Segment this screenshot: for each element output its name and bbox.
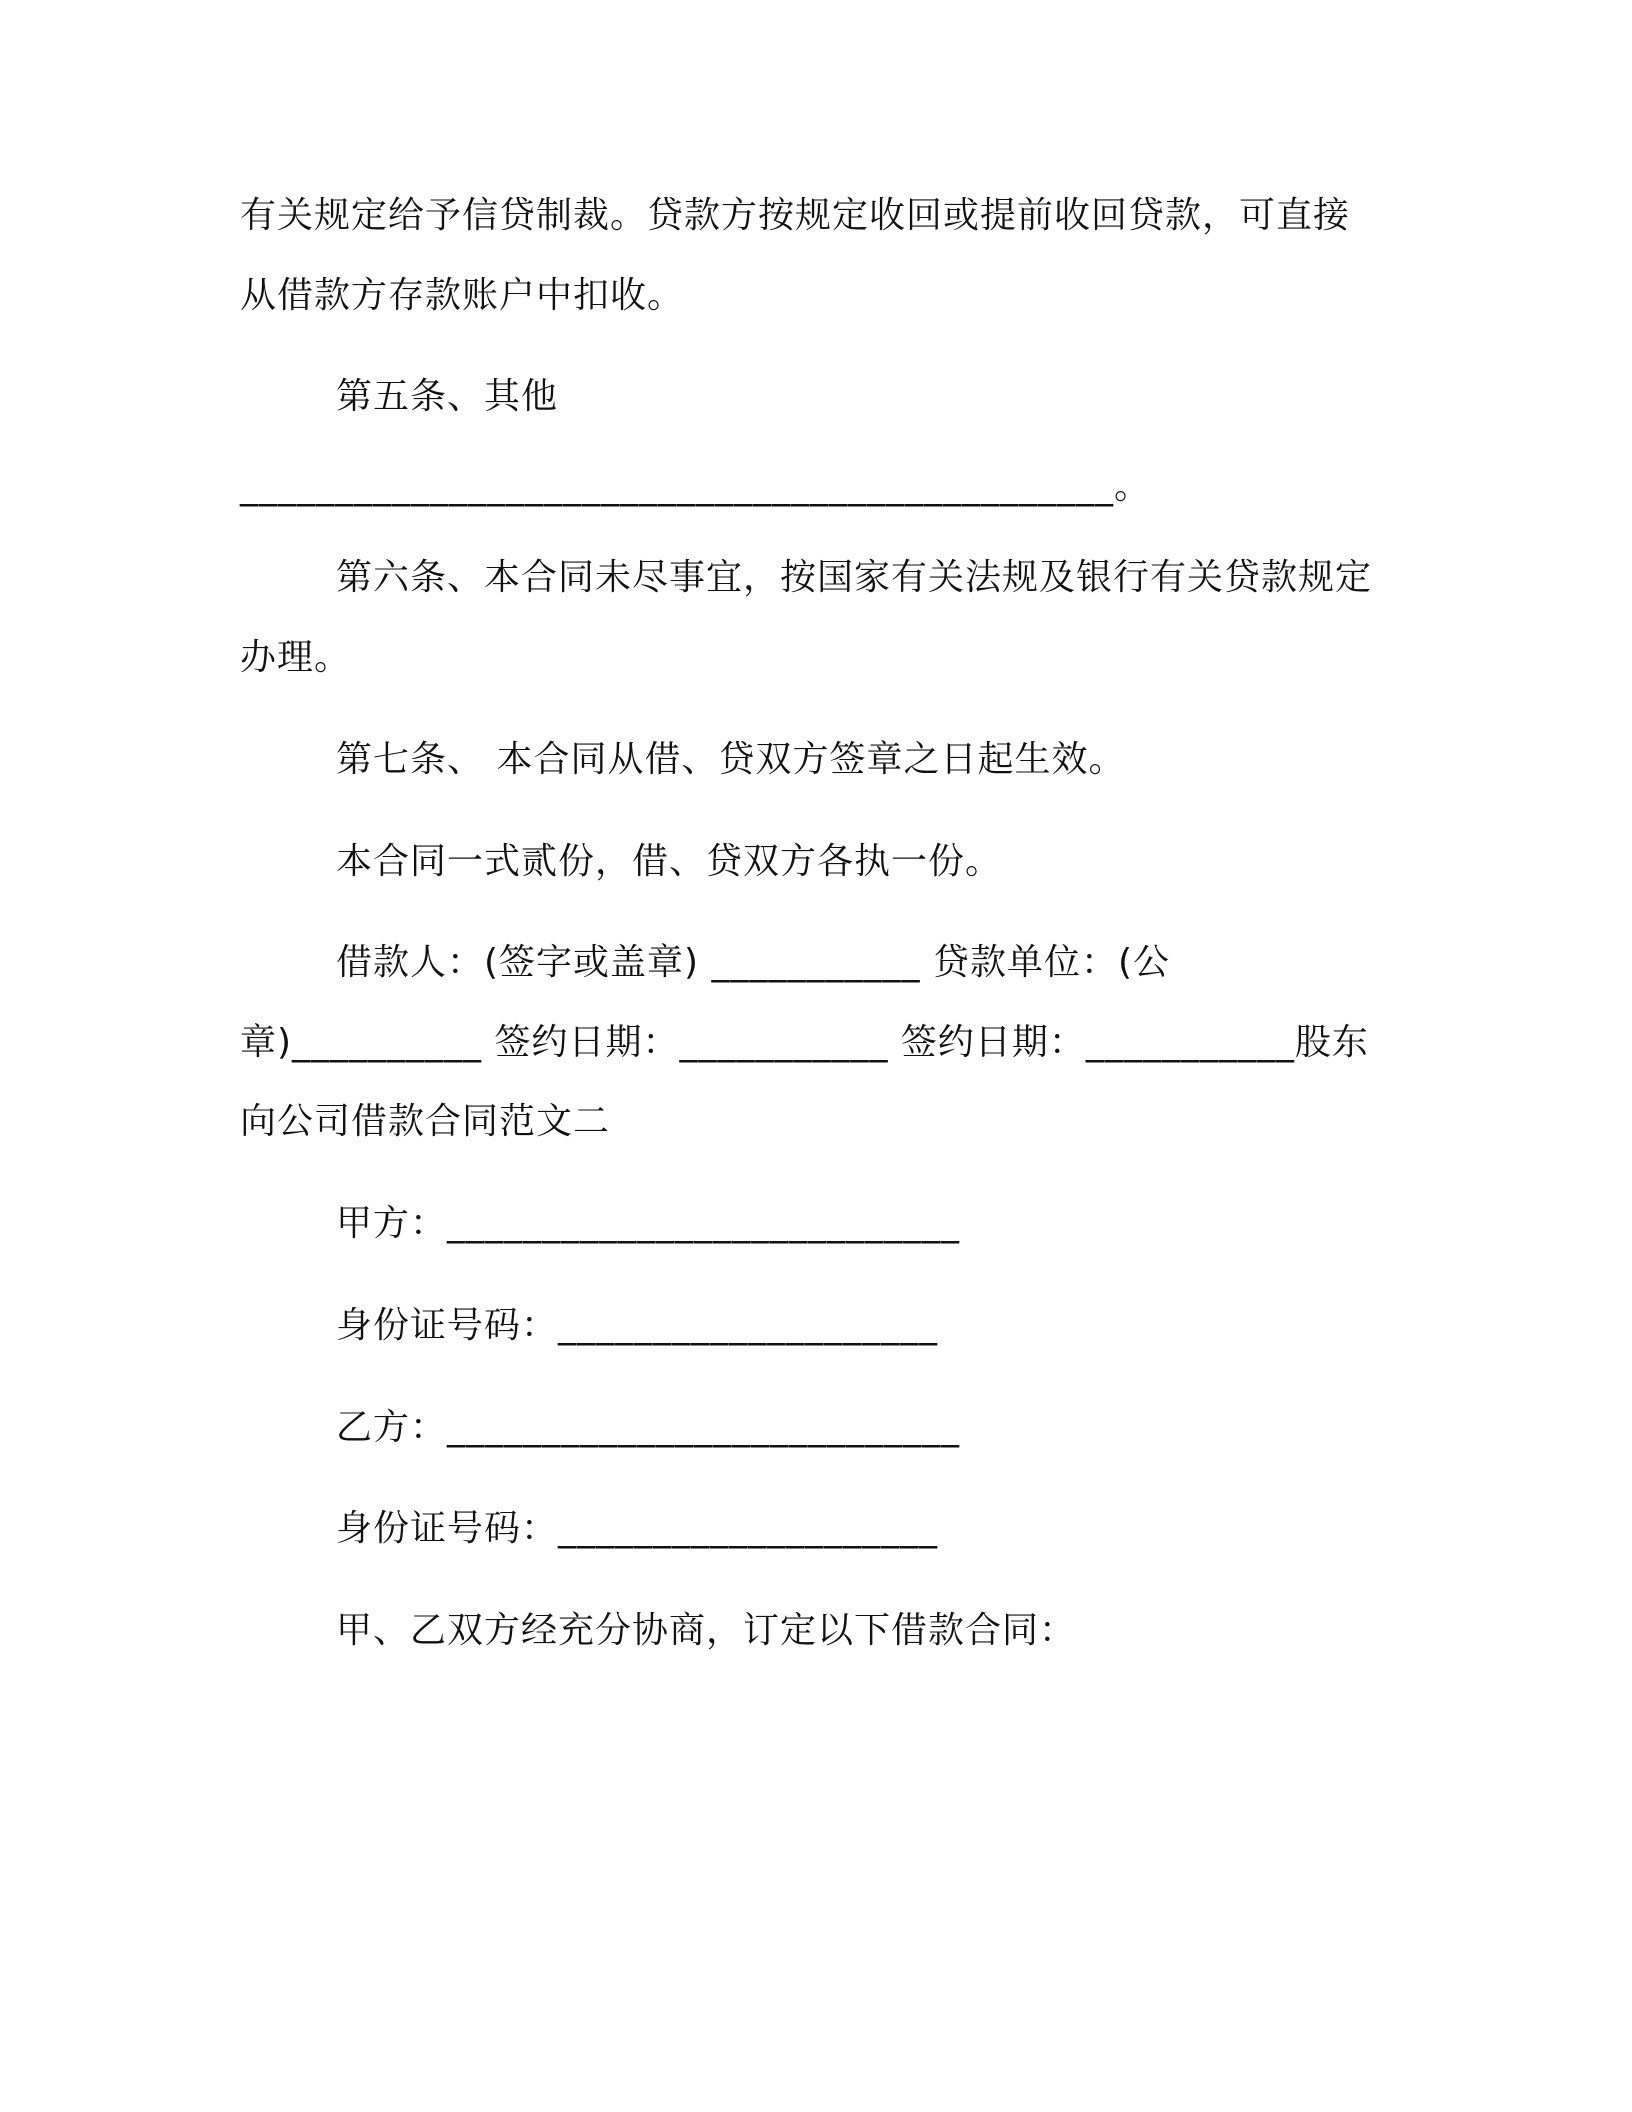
party-a-id-field: 身份证号码：____________________ xyxy=(336,1305,939,1346)
party-a-field: 甲方：___________________________ xyxy=(336,1203,961,1244)
article-6-text: 第六条、本合同未尽事宜，按国家有关法规及银行有关贷款规定 xyxy=(336,557,1373,598)
copies-clause: 本合同一式贰份，借、贷双方各执一份。 xyxy=(336,841,1003,882)
article-5-blank-line: ______________________________________________。 xyxy=(240,466,1151,507)
party-b-field: 乙方：___________________________ xyxy=(336,1407,961,1448)
party-b-id-field: 身份证号码：____________________ xyxy=(336,1508,939,1549)
article-5-heading: 第五条、其他 xyxy=(336,376,559,417)
signature-date-line: 章)__________ 签约日期：___________ 签约日期：___________股东 xyxy=(240,1022,1369,1063)
agreement-intro: 甲、乙双方经充分协商，订定以下借款合同： xyxy=(336,1610,1077,1651)
text-line-penalty-continued: 有关规定给予信贷制裁。贷款方按规定收回或提前收回贷款，可直接 xyxy=(240,195,1351,236)
text-line-deduction: 从借款方存款账户中扣收。 xyxy=(240,275,685,316)
signature-line: 借款人：(签字或盖章) ___________ 贷款单位：(公 xyxy=(336,942,1171,983)
article-7-text: 第七条、 本合同从借、贷双方签章之日起生效。 xyxy=(336,739,1126,780)
article-6-continued: 办理。 xyxy=(240,637,352,678)
second-template-title: 向公司借款合同范文二 xyxy=(240,1101,611,1142)
